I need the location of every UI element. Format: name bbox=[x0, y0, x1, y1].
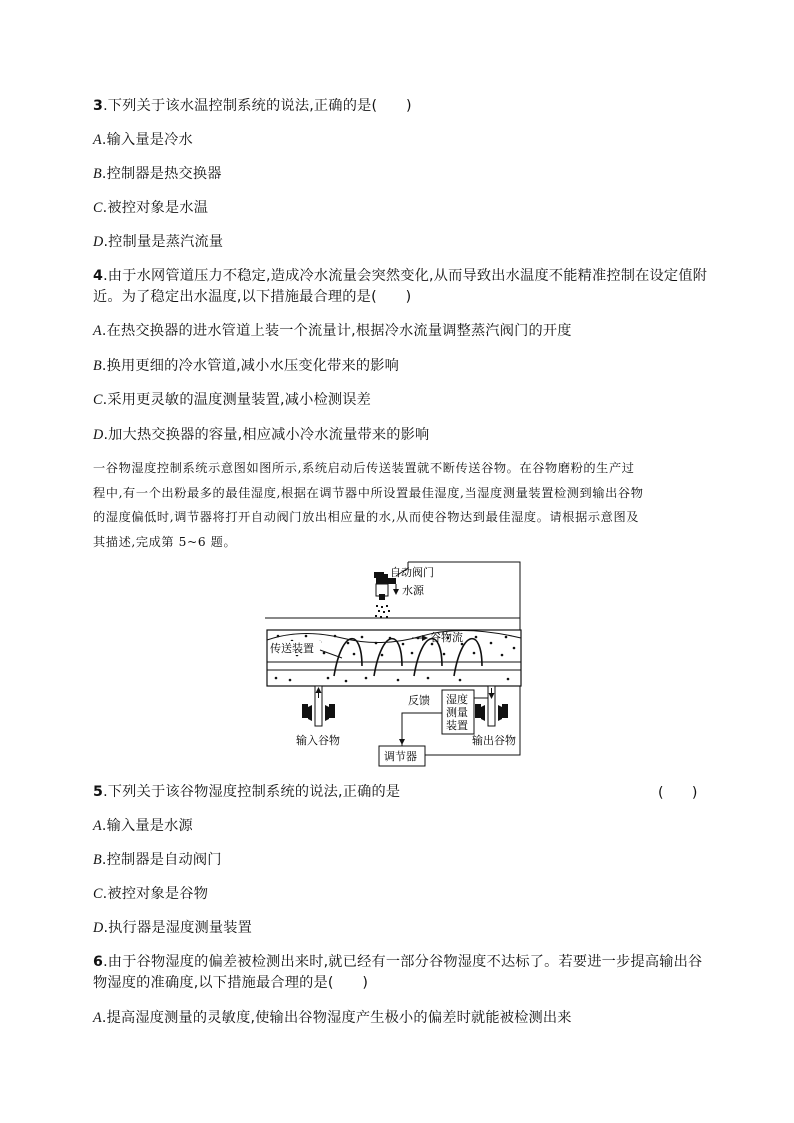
q3-option-c bbox=[93, 198, 208, 218]
q5-answer-paren: ( ) bbox=[658, 785, 698, 801]
conveyor-label: 传送装置 bbox=[270, 642, 314, 655]
option-letter: D bbox=[93, 427, 104, 443]
option-text: .被控对象是水温 bbox=[102, 200, 209, 216]
q5-stem-text: .下列关于该谷物湿度控制系统的说法,正确的是 bbox=[103, 784, 401, 800]
q6-stem-text: .由于谷物湿度的偏差被检测出来时,就已经有一部分谷物湿度不达标了。若要进一步提高输出谷 bbox=[103, 954, 703, 970]
option-letter: A bbox=[93, 1010, 102, 1026]
q4-stem-line1 bbox=[93, 266, 707, 286]
q5-option-b bbox=[93, 850, 222, 870]
option-letter: A bbox=[93, 132, 102, 148]
q4-option-c bbox=[93, 390, 371, 410]
option-letter: A bbox=[93, 323, 102, 339]
q4-option-a bbox=[93, 321, 572, 341]
passage-line: 的湿度偏低时,调节器将打开自动阀门放出相应量的水,从而使谷物达到最佳湿度。请根据示意图及 bbox=[93, 510, 640, 524]
q3-option-b bbox=[93, 164, 222, 184]
option-text: .控制量是蒸汽流量 bbox=[103, 234, 224, 250]
option-letter: B bbox=[93, 166, 102, 182]
q6-stem-line1 bbox=[93, 952, 702, 972]
option-text: .控制器是热交换器 bbox=[101, 166, 222, 182]
q6-stem-line2: 物湿度的准确度,以下措施最合理的是( ) bbox=[93, 975, 369, 991]
q4-option-b bbox=[93, 356, 399, 376]
q4-stem-text: .由于水网管道压力不稳定,造成冷水流量会突然变化,从而导致出水温度不能精准控制在设定值附 bbox=[103, 268, 708, 284]
option-text: .控制器是自动阀门 bbox=[101, 852, 222, 868]
passage-line: 一谷物湿度控制系统示意图如图所示,系统启动后传送装置就不断传送谷物。在谷物磨粉的生产过 bbox=[93, 461, 635, 475]
option-letter: C bbox=[93, 392, 103, 408]
sensor-label-2: 测量 bbox=[446, 706, 468, 719]
option-text: .换用更细的冷水管道,减小水压变化带来的影响 bbox=[101, 358, 400, 374]
passage-line: 其描述,完成第 5~6 题。 bbox=[93, 534, 237, 549]
option-letter: B bbox=[93, 852, 102, 868]
q5-option-a bbox=[93, 816, 193, 836]
option-text: .在热交换器的进水管道上装一个流量计,根据冷水流量调整蒸汽阀门的开度 bbox=[101, 323, 572, 339]
q3-number: 3 bbox=[93, 98, 104, 114]
option-letter: D bbox=[93, 920, 104, 936]
q4-option-d bbox=[93, 425, 429, 445]
output-label: 输出谷物 bbox=[472, 734, 516, 747]
q6-number: 6 bbox=[93, 954, 104, 970]
option-text: .执行器是湿度测量装置 bbox=[103, 920, 253, 936]
grain-flow-label: 谷物流 bbox=[430, 631, 463, 644]
q5-option-d bbox=[93, 918, 252, 938]
grain-humidity-diagram bbox=[262, 558, 534, 770]
q4-number: 4 bbox=[93, 268, 104, 284]
option-text: .输入量是冷水 bbox=[101, 132, 193, 148]
option-letter: C bbox=[93, 200, 103, 216]
sensor-label-3: 装置 bbox=[446, 719, 468, 732]
option-letter: A bbox=[93, 818, 102, 834]
feedback-line bbox=[402, 713, 442, 746]
q3-option-a bbox=[93, 130, 193, 150]
option-text: .提高湿度测量的灵敏度,使输出谷物湿度产生极小的偏差时就能被检测出来 bbox=[101, 1010, 572, 1026]
q6-option-a bbox=[93, 1008, 572, 1028]
option-text: .加大热交换器的容量,相应减小冷水流量带来的影响 bbox=[103, 427, 430, 443]
q5-stem bbox=[93, 782, 400, 802]
q3-stem-text: .下列关于该水温控制系统的说法,正确的是( ) bbox=[103, 98, 412, 114]
option-letter: C bbox=[93, 886, 103, 902]
q4-stem-line2: 近。为了稳定出水温度,以下措施最合理的是( ) bbox=[93, 289, 412, 305]
regulator-label: 调节器 bbox=[384, 750, 417, 763]
sensor-label-1: 湿度 bbox=[446, 693, 468, 706]
option-text: .被控对象是谷物 bbox=[102, 886, 209, 902]
q5-option-c bbox=[93, 884, 208, 904]
passage-line: 程中,有一个出粉最多的最佳湿度,根据在调节器中所设置最佳湿度,当湿度测量装置检测到输出谷物 bbox=[93, 485, 644, 500]
q3-option-d bbox=[93, 232, 223, 252]
passage bbox=[93, 456, 705, 554]
feedback-label: 反馈 bbox=[408, 694, 430, 707]
water-drops bbox=[375, 605, 390, 618]
option-text: .采用更灵敏的温度测量装置,减小检测误差 bbox=[102, 392, 372, 408]
q5-number: 5 bbox=[93, 784, 104, 800]
valve-label: 自动阀门 bbox=[390, 566, 434, 579]
input-label: 输入谷物 bbox=[296, 734, 340, 747]
option-letter: D bbox=[93, 234, 104, 250]
option-text: .输入量是水源 bbox=[101, 818, 193, 834]
option-letter: B bbox=[93, 358, 102, 374]
q3-stem bbox=[93, 96, 412, 116]
water-label: 水源 bbox=[402, 584, 424, 597]
